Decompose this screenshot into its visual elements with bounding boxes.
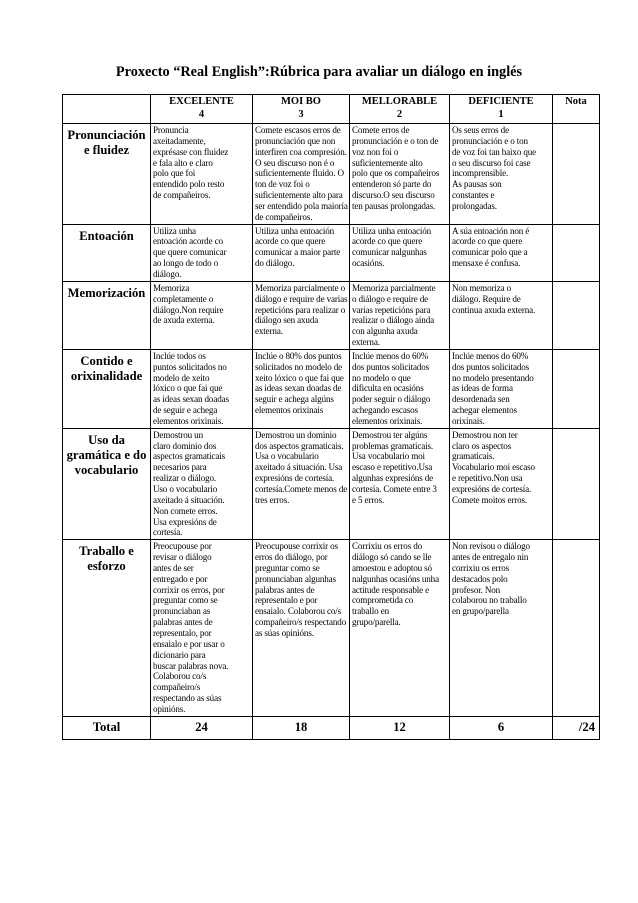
descriptor-text-line: de compañeiros.: [153, 190, 211, 201]
rubric-row: [63, 224, 600, 281]
descriptor-text-line: de seguir e achega: [153, 405, 218, 416]
rubric-row: [63, 540, 600, 717]
descriptor-text-line: Os seus erros de: [452, 125, 509, 135]
descriptor-text-line: as súas opinións.: [255, 627, 314, 638]
descriptor-text-line: claro os aspectos: [452, 440, 512, 451]
descriptor-text-line: discurso.O seu discurso: [352, 190, 435, 201]
descriptor-text-line: cortesía.Comete menos de: [255, 484, 348, 494]
descriptor-text-line: Usa vocabulario moi: [352, 451, 425, 462]
descriptor-text-line: Non revisou o diálogo: [452, 541, 530, 552]
descriptor-cell-mellorable: [350, 224, 450, 281]
descriptor-text-line: pronunciaban as: [153, 606, 211, 617]
descriptor-text-line: grupo/parella.: [352, 617, 401, 628]
descriptor-cell-deficiente: [450, 428, 553, 539]
descriptor-text-line: representalo, por: [153, 627, 212, 638]
descriptor-text-line: Uso o vocabulario: [153, 484, 218, 494]
descriptor-text-line: diálogo.: [153, 268, 182, 279]
descriptor-text-line: Comete escasos erros de: [255, 125, 341, 135]
descriptor-text-line: Colaborou co/s: [153, 671, 207, 682]
descriptor-text-line: colaborou no traballo: [452, 595, 527, 606]
descriptor-text-line: claro dominio dos: [153, 440, 217, 451]
descriptor-text-line: compañeiro/s: [153, 682, 201, 693]
descriptor-text-line: buscar palabras nova.: [153, 660, 229, 671]
descriptor-text-line: modelo de xeito: [153, 372, 210, 383]
descriptor-text-line: Inclúe todos os: [153, 350, 206, 361]
descriptor-text-line: diálogo.Non require: [153, 304, 224, 315]
descriptor-text-line: solicitados no modelo de: [255, 361, 343, 372]
criterion-text-line: gramática e do: [66, 447, 147, 462]
descriptor-text-line: Usa expresións de: [153, 516, 217, 527]
criterion-label: [63, 349, 151, 428]
descriptor-text-line: entoación acorde co: [153, 236, 223, 247]
descriptor-text-line: realizar o diálogo aínda: [352, 315, 434, 326]
descriptor-cell-mellorable: [350, 124, 450, 225]
descriptor-text-line: pronunciación e o ton: [452, 135, 528, 146]
descriptor-text-line: Non memoriza o: [452, 282, 512, 293]
descriptor-text-line: expresións de cortesía.: [452, 484, 532, 494]
descriptor-cell-moi-bo: [253, 224, 350, 281]
descriptor-cell-excelente: [151, 428, 253, 539]
descriptor-cell-moi-bo: [253, 428, 350, 539]
descriptor-cell-deficiente: [450, 224, 553, 281]
descriptor-text-line: Non comete erros.: [153, 505, 218, 516]
descriptor-text-line: externa.: [352, 337, 380, 348]
descriptor-text-line: continua axuda externa.: [452, 304, 536, 315]
descriptor-text-line: ao longo de todo o: [153, 258, 218, 269]
descriptor-text-line: dificulta en ocasións: [352, 383, 424, 394]
descriptor-text-line: externa.: [255, 326, 283, 337]
descriptor-text-line: orixinais.: [452, 415, 485, 426]
descriptor-text-line: corrixiu os erros: [452, 562, 510, 573]
descriptor-text-line: Inclúe menos do 60%: [452, 350, 529, 361]
descriptor-text-line: escaso e repetitivo.Usa: [352, 462, 433, 473]
total-max: /24: [553, 716, 600, 739]
descriptor-cell-mellorable: [350, 349, 450, 428]
descriptor-text-line: incomprensible.: [452, 168, 509, 179]
total-value-excelente: 24: [151, 716, 253, 739]
descriptor-text-line: Utiliza unha: [153, 225, 196, 236]
descriptor-text-line: poder seguir o diálogo: [352, 394, 431, 405]
header-level-excelente: EXCELENTE 4: [151, 95, 253, 124]
descriptor-text-line: Inclúe menos do 60%: [352, 350, 429, 361]
descriptor-text-line: Memoriza parcialmente o: [255, 282, 345, 293]
descriptor-text-line: diálogo. Require de: [452, 293, 521, 304]
descriptor-text-line: de compañeiros.: [255, 211, 313, 222]
criterion-text-line: Uso da: [88, 432, 125, 447]
rubric-table: [62, 94, 600, 740]
descriptor-text-line: varias repeticións para: [352, 304, 431, 315]
descriptor-cell-moi-bo: [253, 124, 350, 225]
nota-cell[interactable]: [553, 428, 600, 539]
descriptor-text-line: expresións de cortesía.: [255, 473, 335, 484]
descriptor-text-line: voz non foi o: [352, 146, 399, 157]
descriptor-text-line: prolongadas.: [452, 200, 497, 211]
descriptor-text-line: Demostrou non ter: [452, 429, 518, 440]
descriptor-text-line: polo que foi: [153, 168, 196, 179]
descriptor-text-line: actitude responsable e: [352, 584, 429, 595]
descriptor-cell-moi-bo: [253, 540, 350, 717]
descriptor-text-line: amoestou e adoptou só: [352, 562, 432, 573]
descriptor-text-line: As pausas son: [452, 179, 502, 190]
descriptor-text-line: pronunciación que non: [255, 135, 336, 146]
descriptor-text-line: Demostrou un: [153, 429, 203, 440]
descriptor-text-line: dos aspectos gramaticais.: [255, 440, 344, 451]
descriptor-text-line: xeito lóxico o que fai que: [255, 372, 344, 383]
descriptor-text-line: entregado e por: [153, 573, 208, 584]
descriptor-cell-moi-bo: [253, 349, 350, 428]
descriptor-cell-excelente: [151, 281, 253, 349]
descriptor-text-line: Corrixiu os erros do: [352, 541, 422, 552]
descriptor-text-line: opinións.: [153, 703, 186, 714]
total-row: [63, 716, 600, 739]
total-label: Total: [63, 716, 151, 739]
criterion-label: [63, 124, 151, 225]
descriptor-text-line: do diálogo.: [255, 258, 295, 269]
descriptor-text-line: elementos orixinais.: [352, 415, 423, 426]
descriptor-text-line: comunicar polo que a: [452, 247, 528, 258]
descriptor-cell-excelente: [151, 540, 253, 717]
descriptor-text-line: axeitado á situación.: [153, 494, 225, 505]
criterion-text-line: esforzo: [87, 559, 126, 574]
descriptor-cell-excelente: [151, 224, 253, 281]
descriptor-text-line: axeitadamente,: [153, 135, 206, 146]
descriptor-text-line: no modelo o que: [352, 372, 411, 383]
descriptor-text-line: antes de entregalo nin: [452, 552, 529, 563]
descriptor-text-line: achegar elementos: [452, 405, 517, 416]
descriptor-text-line: Demostrou un dominio: [255, 429, 337, 440]
document-title: Proxecto “Real English”:Rúbrica para avaliar un diálogo en inglés: [115, 64, 523, 80]
descriptor-text-line: cortesía. Comete entre 3: [352, 484, 437, 494]
descriptor-text-line: acorde co que quere: [255, 236, 326, 247]
descriptor-text-line: elementos orixinais.: [153, 415, 224, 426]
descriptor-text-line: dos puntos solicitados: [352, 361, 430, 372]
descriptor-text-line: completamente o: [153, 293, 214, 304]
criterion-label: [63, 224, 151, 281]
descriptor-text-line: acorde co que quere: [452, 236, 523, 247]
descriptor-text-line: Memoriza parcialmente: [352, 282, 436, 293]
descriptor-cell-deficiente: [450, 349, 553, 428]
criterion-text-line: Traballo e: [79, 544, 134, 559]
descriptor-text-line: compañeiro/s respectando: [255, 617, 347, 628]
header-nota: Nota: [553, 95, 600, 124]
descriptor-cell-deficiente: [450, 281, 553, 349]
descriptor-text-line: Utiliza unha entoación: [352, 225, 432, 236]
criterion-label: [63, 428, 151, 539]
descriptor-text-line: e repetitivo.Non usa: [452, 473, 523, 484]
descriptor-text-line: preguntar como se: [255, 562, 320, 573]
descriptor-text-line: ensaialo. Colaborou co/s: [255, 606, 342, 617]
descriptor-text-line: exprésase con fluidez: [153, 146, 229, 157]
descriptor-text-line: pronunciaban algunhas: [255, 573, 336, 584]
descriptor-text-line: elementos orixinais: [255, 405, 324, 416]
descriptor-text-line: preguntar como se: [153, 595, 218, 606]
descriptor-text-line: Demostrou ter algúns: [352, 429, 428, 440]
descriptor-text-line: lóxico o que fai que: [153, 383, 223, 394]
descriptor-text-line: mensaxe é confusa.: [452, 258, 521, 269]
descriptor-text-line: achegando escasos: [352, 405, 418, 416]
descriptor-text-line: interfiren coa compresión.: [255, 146, 347, 157]
descriptor-text-line: Usa o vocabulario: [255, 451, 319, 462]
descriptor-text-line: ser entendido pola maioría: [255, 200, 348, 211]
descriptor-text-line: Pronuncia: [153, 125, 189, 135]
criterion-text-line: orixinalidade: [70, 368, 143, 383]
nota-cell[interactable]: [553, 349, 600, 428]
descriptor-cell-excelente: [151, 349, 253, 428]
descriptor-text-line: ton de voz foi o: [255, 179, 310, 190]
descriptor-text-line: cortesía.: [153, 527, 183, 538]
descriptor-text-line: as ideas de forma: [452, 383, 513, 394]
descriptor-text-line: realizar o diálogo.: [153, 473, 217, 484]
descriptor-text-line: algunhas expresións de: [352, 473, 434, 484]
total-value-mellorable: 12: [350, 716, 450, 739]
descriptor-text-line: respectando as súas: [153, 693, 222, 704]
descriptor-text-line: dos puntos solicitados: [452, 361, 530, 372]
descriptor-text-line: pronunciación e o ton de: [352, 135, 439, 146]
descriptor-text-line: suficientemente fluido. O: [255, 168, 344, 179]
descriptor-text-line: representalo e por: [255, 595, 318, 606]
descriptor-text-line: no modelo presentando: [452, 372, 534, 383]
descriptor-text-line: acorde co que quere: [352, 236, 423, 247]
descriptor-text-line: palabras antes de: [153, 617, 213, 628]
descriptor-text-line: suficientemente alto: [352, 157, 423, 168]
nota-cell[interactable]: [553, 224, 600, 281]
descriptor-text-line: entenderon só parte do: [352, 179, 432, 190]
descriptor-text-line: tres erros.: [255, 494, 290, 505]
descriptor-text-line: suficientemente alto para: [255, 190, 343, 201]
descriptor-text-line: as ideas sexan doadas: [153, 394, 229, 405]
descriptor-text-line: problemas gramaticais.: [352, 440, 434, 451]
descriptor-cell-mellorable: [350, 281, 450, 349]
descriptor-text-line: O seu discurso non é o: [255, 157, 335, 168]
descriptor-text-line: erros do diálogo, por: [255, 552, 328, 563]
descriptor-text-line: antes de ser: [153, 562, 194, 573]
descriptor-text-line: axeitado á situación. Usa: [255, 462, 343, 473]
descriptor-text-line: o diálogo e require de: [352, 293, 428, 304]
criterion-text-line: Entoación: [79, 228, 134, 243]
descriptor-text-line: Preocupouse corrixir os: [255, 541, 338, 552]
descriptor-cell-moi-bo: [253, 281, 350, 349]
descriptor-text-line: corrixir os erros, por: [153, 584, 225, 595]
descriptor-text-line: Vocabulario moi escaso: [452, 462, 535, 473]
descriptor-text-line: necesarios para: [153, 462, 207, 473]
nota-cell[interactable]: [553, 281, 600, 349]
rubric-row: [63, 124, 600, 225]
header-level-deficiente: DEFICIENTE 1: [450, 95, 553, 124]
descriptor-text-line: dicionario para: [153, 649, 206, 660]
descriptor-text-line: Utiliza unha entoación: [255, 225, 335, 236]
descriptor-text-line: e 5 erros.: [352, 494, 385, 505]
header-row: [63, 95, 600, 124]
criterion-text-line: vocabulario: [74, 462, 139, 477]
criterion-text-line: Contido e: [80, 353, 133, 368]
criterion-text-line: Memorización: [67, 285, 146, 300]
descriptor-text-line: polo que os compañeiros: [352, 168, 440, 179]
descriptor-text-line: con algunha axuda: [352, 326, 418, 337]
total-value-moi-bo: 18: [253, 716, 350, 739]
rubric-row: [63, 428, 600, 539]
rubric-row: [63, 349, 600, 428]
descriptor-text-line: de voz foi tan baixo que: [452, 146, 537, 157]
descriptor-text-line: en grupo/parella: [452, 606, 509, 617]
descriptor-text-line: destacados polo: [452, 573, 508, 584]
descriptor-text-line: traballo en: [352, 606, 389, 617]
descriptor-text-line: Comete moitos erros.: [452, 494, 528, 505]
criterion-text-line: Pronunciación: [67, 128, 146, 142]
header-level-moi-bo: MOI BO 3: [253, 95, 350, 124]
descriptor-text-line: ten pausas prolongadas.: [352, 200, 436, 211]
header-empty-cell: [63, 95, 151, 124]
criterion-label: [63, 540, 151, 717]
descriptor-text-line: Memoriza: [153, 282, 190, 293]
descriptor-text-line: Inclúe o 80% dos puntos: [255, 350, 342, 361]
criterion-text-line: e fluidez: [83, 143, 130, 157]
descriptor-text-line: o seu discurso foi case: [452, 157, 531, 168]
descriptor-text-line: palabras antes de: [255, 584, 315, 595]
descriptor-text-line: comunicar a maior parte: [255, 247, 341, 258]
nota-cell[interactable]: [553, 540, 600, 717]
descriptor-cell-deficiente: [450, 540, 553, 717]
descriptor-text-line: puntos solicitados no: [153, 361, 227, 372]
descriptor-cell-mellorable: [350, 428, 450, 539]
descriptor-text-line: A súa entoación non é: [452, 225, 530, 236]
descriptor-text-line: diálogo só cando se lle: [352, 552, 432, 563]
descriptor-text-line: aspectos gramaticais: [153, 451, 225, 462]
total-value-deficiente: 6: [450, 716, 553, 739]
descriptor-text-line: constantes e: [452, 190, 495, 201]
descriptor-text-line: as ideas sexan doadas de: [255, 383, 342, 394]
descriptor-text-line: comprometida co: [352, 595, 414, 606]
descriptor-text-line: seguir e achega algúns: [255, 394, 334, 405]
descriptor-cell-mellorable: [350, 540, 450, 717]
descriptor-text-line: revisar o diálogo: [153, 552, 212, 563]
header-level-mellorable: MELLORABLE 2: [350, 95, 450, 124]
descriptor-text-line: que quere comunicar: [153, 247, 227, 258]
criterion-label: [63, 281, 151, 349]
descriptor-text-line: gramaticais.: [452, 451, 495, 462]
descriptor-text-line: e fala alto e claro: [153, 157, 213, 168]
descriptor-text-line: diálogo e require de varias: [255, 293, 348, 304]
descriptor-text-line: entendido polo resto: [153, 179, 225, 190]
descriptor-text-line: Preocupouse por: [153, 541, 212, 552]
descriptor-text-line: desordenada sen: [452, 394, 510, 405]
descriptor-text-line: diálogo sen axuda: [255, 315, 319, 326]
descriptor-cell-excelente: [151, 124, 253, 225]
descriptor-text-line: ocasións.: [352, 258, 385, 269]
nota-cell[interactable]: [553, 124, 600, 225]
descriptor-text-line: comunicar nalgunhas: [352, 247, 427, 258]
descriptor-text-line: ensaialo e por usar o: [153, 638, 225, 649]
descriptor-text-line: Comete erros de: [352, 125, 410, 135]
descriptor-text-line: profesor. Non: [452, 584, 501, 595]
descriptor-text-line: nalgunhas ocasións unha: [352, 573, 439, 584]
descriptor-cell-deficiente: [450, 124, 553, 225]
descriptor-text-line: repeticións para realizar o: [255, 304, 346, 315]
descriptor-text-line: de axuda externa.: [153, 315, 215, 326]
rubric-row: [63, 281, 600, 349]
